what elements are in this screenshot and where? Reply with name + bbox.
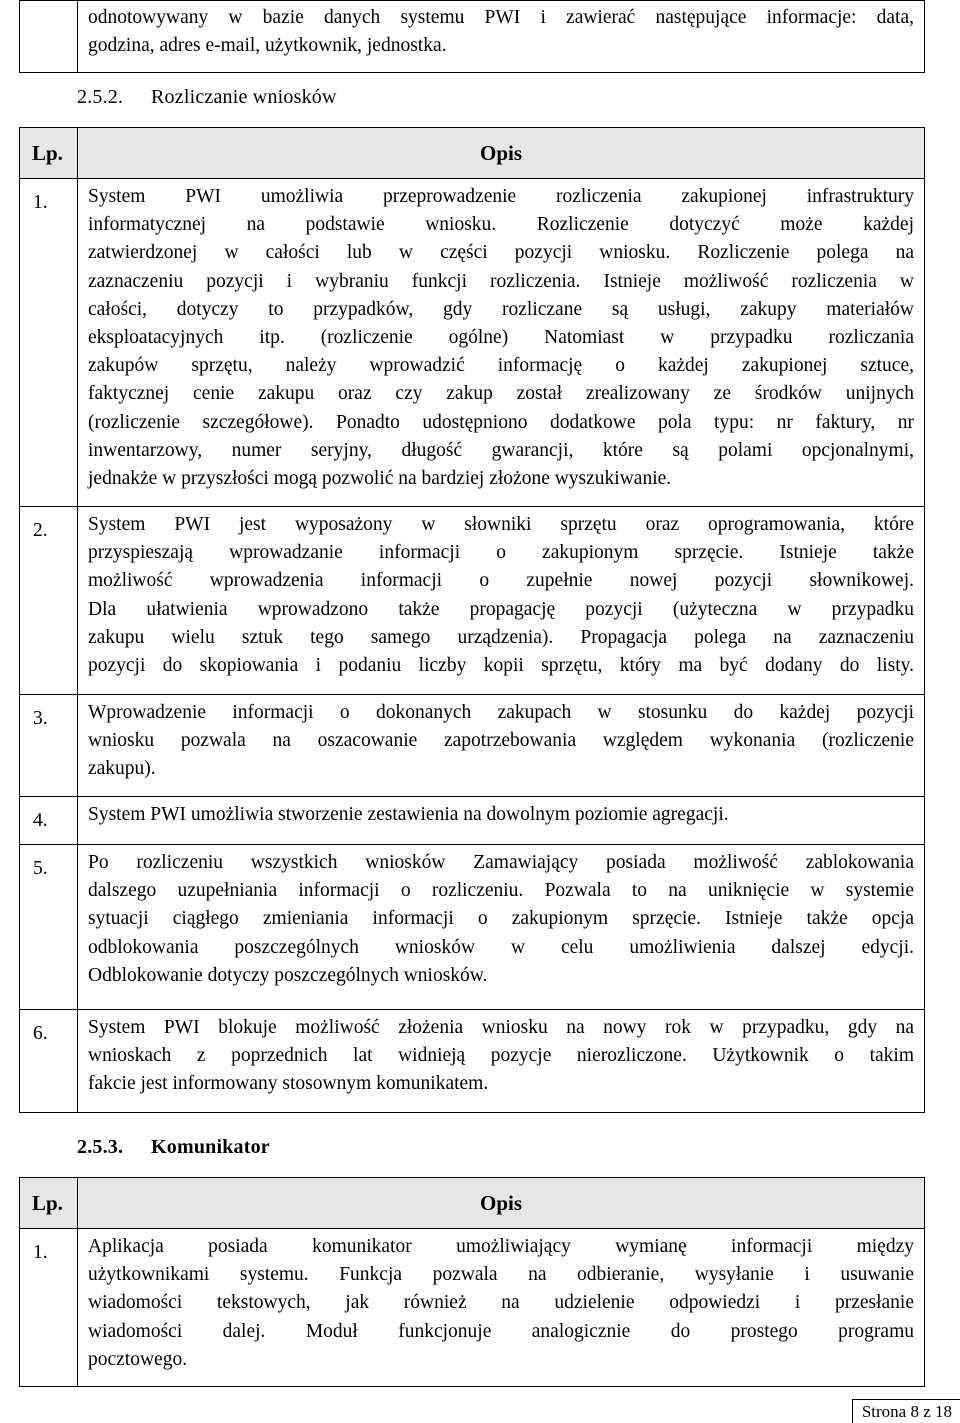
paragraph-line: zatwierdzonej w całości lub w części pozycji wniosku. Rozliczenie polega na [88, 242, 914, 264]
paragraph-line: inwentarzowy, numer seryjny, długość gwarancji, które są polami opcjonalnymi, [88, 439, 914, 461]
paragraph-line: wiadomości tekstowych, jak również na udzielenie odpowiedzi i przesłanie [88, 1292, 914, 1314]
row-description [78, 1010, 925, 1113]
row-number: 6. [20, 1010, 78, 1113]
column-header-opis: Opis [78, 1178, 925, 1229]
paragraph-line: użytkownikami systemu. Funkcja pozwala na odbieranie, wysyłanie i usuwanie [88, 1264, 914, 1286]
paragraph-line: System PWI jest wyposażony w słowniki sprzętu oraz oprogramowania, które [88, 514, 914, 535]
section-number: 2.5.3. [77, 1136, 124, 1158]
paragraph-line: sytuacji ciągłego zmieniania informacji o zakupionym sprzęcie. Istnieje także opcja [88, 908, 914, 930]
paragraph-line: całości, dotyczy to przypadków, gdy rozliczane są usługi, zakupy materiałów [88, 298, 914, 320]
paragraph-line: faktycznej cenie zakupu oraz czy zakup został zrealizowany ze środków unijnych [88, 383, 914, 405]
row-number: 3. [20, 695, 78, 797]
row-number: 5. [20, 845, 78, 1010]
table-row [20, 1010, 925, 1113]
row-number: 2. [20, 507, 78, 695]
paragraph-line: Aplikacja posiada komunikator umożliwiający wymianę informacji między [88, 1236, 914, 1257]
paragraph-line: System PWI umożliwia przeprowadzenie rozliczenia zakupionej infrastruktury [88, 186, 914, 207]
table-row [20, 797, 925, 845]
paragraph-line: System PWI umożliwia stworzenie zestawienia na dowolnym poziomie agregacji. [88, 804, 729, 825]
paragraph-line: Dla ułatwienia wprowadzono także propagację pozycji (użyteczna w przypadku [88, 598, 914, 620]
paragraph-line: System PWI blokuje możliwość złożenia wniosku na nowy rok w przypadku, gdy na [88, 1017, 914, 1038]
paragraph-line: wnioskach z poprzednich lat widnieją pozycje nierozliczone. Użytkownik o takim [88, 1045, 914, 1067]
messenger-table [19, 1177, 925, 1387]
paragraph-line: odblokowania poszczególnych wniosków w celu umożliwienia dalszej edycji. [88, 936, 914, 958]
paragraph-line: fakcie jest informowany stosownym komunikatem. [88, 1073, 489, 1095]
section-heading-253 [77, 1136, 270, 1159]
row-description [78, 1229, 925, 1387]
table-row [20, 1229, 925, 1387]
table-row [20, 507, 925, 695]
paragraph-line: wniosku pozwala na oszacowanie zapotrzebowania względem wykonania (rozliczenie [88, 730, 914, 752]
row-description [78, 507, 925, 695]
row-description [78, 797, 925, 845]
paragraph-line: informatycznej na podstawie wniosku. Rozliczenie dotyczyć może każdej [88, 214, 914, 236]
paragraph-line: zakupu). [88, 758, 156, 780]
settlement-table [19, 127, 925, 1113]
paragraph-line: zaznaczeniu pozycji i wybraniu funkcji rozliczenia. Istnieje możliwość rozliczenia w [88, 270, 914, 292]
section-title: Rozliczanie wniosków [151, 86, 337, 108]
paragraph-line: Odblokowanie dotyczy poszczególnych wniosków. [88, 964, 488, 986]
paragraph-line: dalszego uzupełniania informacji o rozliczeniu. Pozwala to na uniknięcie w systemie [88, 880, 914, 902]
row-description [78, 695, 925, 797]
page-number-footer: Strona 8 z 18 [852, 1399, 960, 1423]
paragraph-line: zakupu wielu sztuk tego samego urządzenia). Propagacja polega na zaznaczeniu [88, 626, 914, 648]
paragraph-line: przyspieszają wprowadzanie informacji o zakupionym sprzęcie. Istnieje także [88, 542, 914, 564]
continuation-lp-cell [20, 1, 78, 73]
table-row [20, 695, 925, 797]
paragraph-line: eksploatacyjnych itp. (rozliczenie ogólne) Natomiast w przypadku rozliczania [88, 327, 914, 349]
paragraph-line: godzina, adres e-mail, użytkownik, jednostka. [88, 35, 447, 57]
table-row [20, 845, 925, 1010]
row-description [78, 179, 925, 507]
paragraph-line: (rozliczenie szczegółowe). Ponadto udostępniono dodatkowe pola typu: nr faktury, nr [88, 411, 914, 433]
paragraph-line: zakupów sprzętu, należy wprowadzić informację o każdej zakupionej sztuce, [88, 355, 914, 377]
column-header-opis: Opis [78, 128, 925, 179]
paragraph-line: wiadomości dalej. Moduł funkcjonuje analogicznie do prostego programu [88, 1320, 914, 1342]
section-heading-252 [77, 86, 337, 109]
row-description [78, 845, 925, 1010]
column-header-lp: Lp. [20, 1178, 78, 1229]
paragraph-line: jednakże w przyszłości mogą pozwolić na bardziej złożone wyszukiwanie. [88, 468, 672, 490]
row-number: 1. [20, 179, 78, 507]
paragraph-line: możliwość wprowadzenia informacji o zupełnie nowej pozycji słownikowej. [88, 570, 914, 592]
row-number: 4. [20, 797, 78, 845]
paragraph-line: Wprowadzenie informacji o dokonanych zakupach w stosunku do każdej pozycji [88, 702, 914, 723]
paragraph-line: pozycji do skopiowania i podaniu liczby kopii sprzętu, który ma być dodany do listy. [88, 655, 914, 677]
row-number: 1. [20, 1229, 78, 1387]
paragraph-line: pocztowego. [88, 1348, 188, 1370]
section-number: 2.5.2. [77, 86, 124, 108]
section-title: Komunikator [151, 1136, 270, 1158]
paragraph-line: odnotowywany w bazie danych systemu PWI i zawierać następujące informacje: data, [88, 7, 914, 28]
column-header-lp: Lp. [20, 128, 78, 179]
continuation-table [19, 0, 925, 73]
continuation-text-cell [78, 1, 925, 73]
paragraph-line: Po rozliczeniu wszystkich wniosków Zamawiający posiada możliwość zablokowania [88, 852, 914, 873]
table-row [20, 179, 925, 507]
